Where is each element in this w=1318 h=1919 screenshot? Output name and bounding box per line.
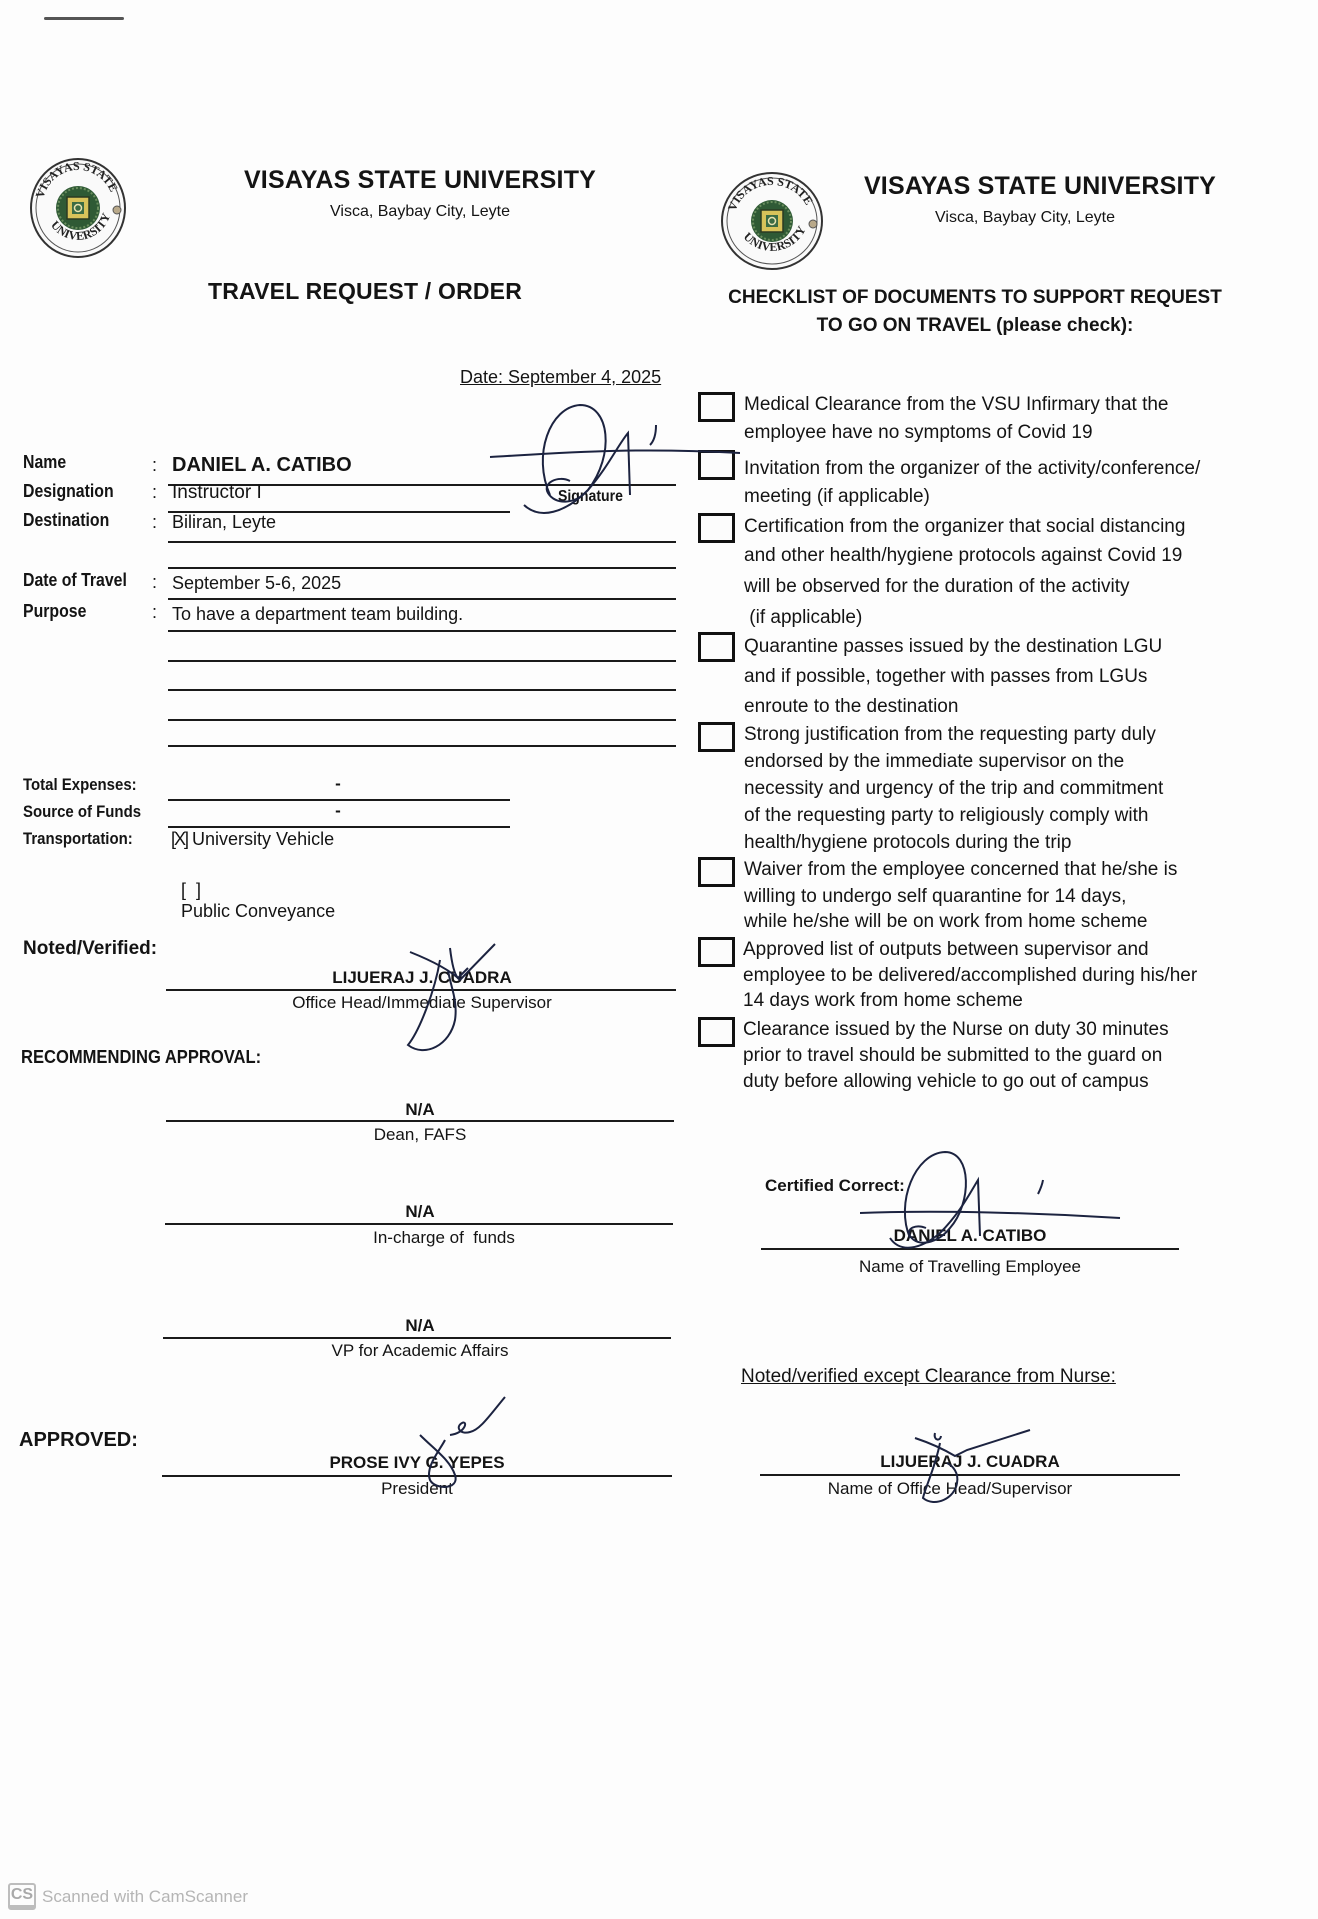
- destination-colon: :: [152, 512, 158, 532]
- option-label: Public Conveyance: [181, 901, 336, 921]
- purpose-label: Purpose: [23, 601, 87, 621]
- noted-except-role: Name of Office Head/Supervisor: [827, 1479, 1073, 1498]
- certified-correct-line: [761, 1248, 1179, 1250]
- checkbox-item-7[interactable]: [698, 937, 735, 967]
- approved-heading: APPROVED:: [19, 1429, 138, 1451]
- purpose-underline-1: [168, 630, 676, 632]
- purpose-underline-4: [168, 719, 676, 721]
- name-value[interactable]: DANIEL A. CATIBO: [172, 454, 352, 476]
- svg-text:UNIVERSITY: UNIVERSITY: [48, 210, 114, 244]
- recommending-approval-heading: RECOMMENDING APPROVAL:: [21, 1047, 262, 1067]
- checkbox-item-8[interactable]: [698, 1017, 735, 1047]
- destination-label: Destination: [23, 510, 110, 530]
- purpose-colon: :: [152, 602, 158, 622]
- seal-icon: [712, 170, 832, 272]
- certified-correct-heading: Certified Correct:: [765, 1176, 905, 1195]
- transport-option-university-vehicle[interactable]: [171, 829, 334, 850]
- university-name: VISAYAS STATE UNIVERSITY: [243, 166, 597, 194]
- noted-except-heading: Noted/verified except Clearance from Nurse:: [741, 1366, 1116, 1387]
- certified-correct-name: DANIEL A. CATIBO: [893, 1226, 1047, 1245]
- recommender-vpaa-role: VP for Academic Affairs: [331, 1341, 509, 1360]
- university-logo-left: [28, 156, 128, 260]
- purpose-underline-5: [168, 745, 676, 747]
- checklist-item-5: Strong justification from the requesting party duly endorsed by the immediate supervisor on the necessity and urgency of the trip and commitment of the requesting party to religiously comply with health/hygiene protocols during the trip: [744, 724, 1164, 853]
- destination-underline-2: [168, 567, 676, 569]
- designation-colon: :: [152, 482, 158, 502]
- transport-option-public-conveyance[interactable]: [171, 859, 335, 922]
- checklist-item-1: Medical Clearance from the VSU Infirmary that the employee have no symptoms of Covid 19: [744, 394, 1169, 443]
- svg-text:VISAYAS STATE: VISAYAS STATE: [724, 173, 816, 213]
- purpose-underline-3: [168, 689, 676, 691]
- recommender-vpaa-line: [163, 1337, 671, 1339]
- checklist-item-8: Clearance issued by the Nurse on duty 30 minutes prior to travel should be submitted to the guard on duty before allowing vehicle to go out of campus: [743, 1019, 1169, 1092]
- checkbox-empty-icon[interactable]: [ ]: [181, 880, 202, 900]
- checkbox-item-6[interactable]: [698, 857, 735, 887]
- approved-line: [162, 1475, 672, 1477]
- checkbox-item-1[interactable]: [698, 392, 735, 422]
- designation-value[interactable]: Instructor I: [172, 482, 262, 503]
- checkbox-item-5[interactable]: [698, 722, 735, 752]
- purpose-underline-2: [168, 660, 676, 662]
- noted-except-line: [760, 1474, 1180, 1476]
- left-header: [240, 166, 600, 221]
- approved-name: PROSE IVY G. YEPES: [329, 1453, 505, 1472]
- checkbox-item-3[interactable]: [698, 513, 735, 543]
- noted-verified-name: LIJUERAJ J. CUADRA: [332, 968, 512, 987]
- scan-mark: [44, 17, 124, 20]
- svg-text:UNIVERSITY: UNIVERSITY: [740, 223, 809, 254]
- university-address: Visca, Baybay City, Leyte: [935, 209, 1115, 226]
- checklist-item-6: Waiver from the employee concerned that he/she is willing to undergo self quarantine for 14 days, while he/she will be on work from home scheme: [744, 859, 1178, 932]
- date-of-travel-colon: :: [152, 572, 158, 592]
- total-expenses-label: Total Expenses:: [23, 775, 137, 794]
- name-colon: :: [152, 455, 158, 475]
- option-label: University Vehicle: [192, 829, 335, 849]
- form-title: TRAVEL REQUEST / ORDER: [207, 278, 523, 304]
- checklist-item-3: Certification from the organizer that social distancing and other health/hygiene protocols against Covid 19 will be observed for the duration of the activity (if applicable): [744, 516, 1186, 628]
- source-of-funds-value[interactable]: -: [335, 801, 341, 820]
- designation-label: Designation: [23, 481, 114, 501]
- certified-correct-role: Name of Travelling Employee: [858, 1257, 1082, 1276]
- destination-value[interactable]: Biliran, Leyte: [172, 512, 277, 532]
- checklist-item-4: Quarantine passes issued by the destination LGU and if possible, together with passes from LGUs enroute to the destination: [744, 636, 1163, 717]
- noted-verified-line: [166, 989, 676, 991]
- recommender-dean-line: [166, 1120, 674, 1122]
- camscanner-text: Scanned with CamScanner: [42, 1886, 249, 1906]
- camscanner-watermark: [8, 1883, 248, 1910]
- checklist-item-2: Invitation from the organizer of the activity/conference/ meeting (if applicable): [744, 458, 1201, 507]
- transportation-label: Transportation:: [23, 829, 133, 848]
- purpose-value[interactable]: To have a department team building.: [172, 604, 464, 624]
- university-address: Visca, Baybay City, Leyte: [330, 203, 510, 220]
- recommender-dean-role: Dean, FAFS: [373, 1125, 467, 1144]
- checkbox-item-4[interactable]: [698, 632, 735, 662]
- university-name: VISAYAS STATE UNIVERSITY: [863, 172, 1217, 200]
- source-of-funds-label: Source of Funds: [23, 802, 142, 821]
- approved-role: President: [381, 1479, 453, 1498]
- recommender-funds-line: [165, 1223, 673, 1225]
- checklist-title: [690, 284, 1260, 340]
- destination-underline: [168, 541, 676, 543]
- noted-except-name: LIJUERAJ J. CUADRA: [880, 1452, 1060, 1471]
- signature-label: Signature: [558, 488, 623, 505]
- total-expenses-value[interactable]: -: [335, 774, 341, 793]
- checklist-title-line2: TO GO ON TRAVEL (please check):: [816, 315, 1134, 336]
- recommender-dean-name: N/A: [405, 1100, 435, 1119]
- noted-verified-role: Office Head/Immediate Supervisor: [292, 993, 552, 1012]
- source-of-funds-underline: [168, 826, 510, 828]
- svg-text:VISAYAS STATE: VISAYAS STATE: [32, 158, 121, 200]
- recommender-vpaa-name: N/A: [405, 1316, 435, 1335]
- recommender-funds-role: In-charge of funds: [373, 1228, 515, 1247]
- date-of-travel-underline: [168, 598, 676, 600]
- noted-verified-heading: Noted/Verified:: [23, 938, 158, 959]
- date-of-travel-label: Date of Travel: [23, 570, 127, 590]
- university-logo-right: [712, 170, 832, 272]
- checkbox-item-2[interactable]: [698, 450, 735, 480]
- date-of-travel-value[interactable]: September 5-6, 2025: [172, 573, 342, 593]
- request-date: Date: September 4, 2025: [460, 367, 662, 387]
- name-label: Name: [23, 452, 67, 472]
- camscanner-logo-icon: CS: [8, 1883, 36, 1910]
- right-header: [860, 172, 1220, 227]
- checklist-item-7: Approved list of outputs between supervisor and employee to be delivered/accomplished during his/her 14 days work from home scheme: [743, 939, 1198, 1011]
- checklist-title-line1: CHECKLIST OF DOCUMENTS TO SUPPORT REQUEST: [728, 287, 1222, 308]
- recommender-funds-name: N/A: [405, 1202, 435, 1221]
- seal-icon: [28, 156, 128, 260]
- checkbox-marked-icon[interactable]: [X]: [171, 829, 188, 849]
